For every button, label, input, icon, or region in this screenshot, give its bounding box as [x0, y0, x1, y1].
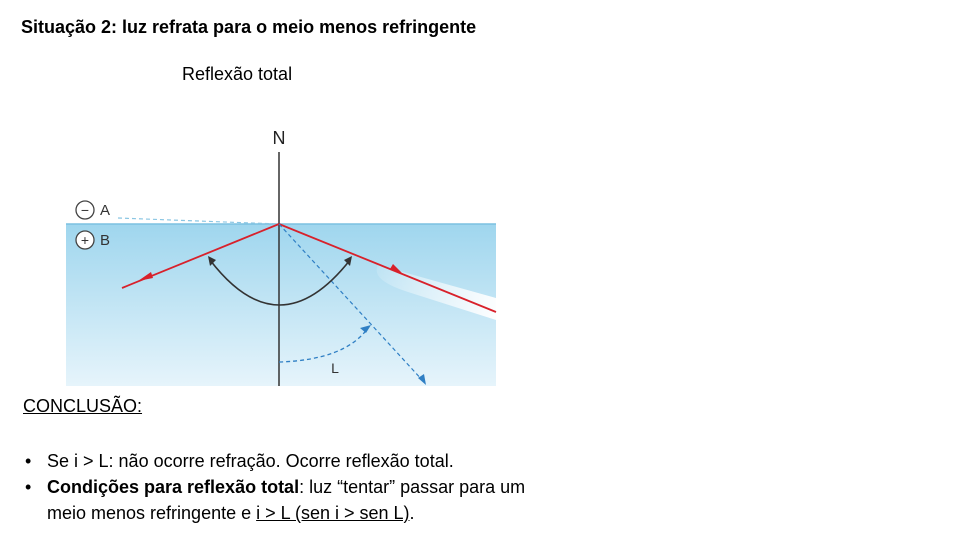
- conclusion-heading: CONCLUSÃO:: [23, 396, 143, 416]
- medium-a-label: A: [100, 202, 111, 219]
- grazing-ray-medium-a: [118, 218, 278, 224]
- bullet-dot: •: [25, 477, 32, 497]
- slide-subtitle: Reflexão total: [182, 64, 293, 84]
- critical-angle-label: L: [331, 360, 339, 376]
- normal-label: N: [272, 128, 286, 148]
- total-reflection-diagram: [60, 120, 500, 390]
- bullet-dot: •: [25, 451, 32, 471]
- bullet-text: Se i > L: não ocorre refração. Ocorre reflexão total.: [47, 451, 454, 471]
- slide-title: Situação 2: luz refrata para o meio menos refringente: [21, 17, 477, 37]
- list-item: [23, 448, 563, 474]
- minus-sign: −: [80, 202, 90, 218]
- bullet-end: .: [409, 503, 415, 523]
- medium-b-label: B: [100, 232, 111, 249]
- conclusion-list: [23, 448, 563, 526]
- bullet-condition: i > L (sen i > sen L): [256, 503, 410, 523]
- list-item: [23, 474, 563, 526]
- bullet-text: : luz “tentar” passar para um meio menos refringente e: [47, 477, 526, 523]
- plus-sign: +: [80, 232, 90, 248]
- bullet-bold-text: Condições para reflexão total: [47, 477, 300, 497]
